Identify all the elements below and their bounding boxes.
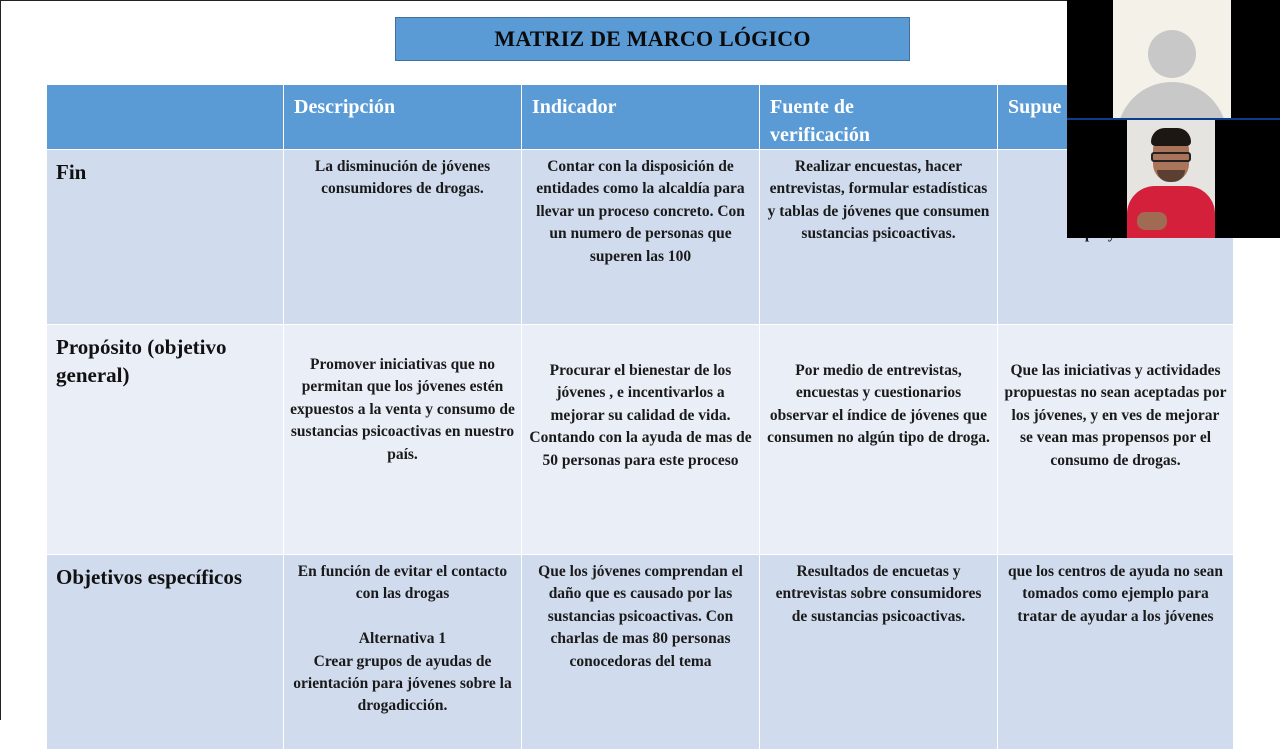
table-header-row <box>47 85 1234 150</box>
row-label-objetivos: Objetivos específicos <box>47 555 284 750</box>
table-cell: Resultados de encuetas y entrevistas sobre consumidores de sustancias psicoactivas. <box>760 555 998 750</box>
header-descripcion: Descripción <box>284 85 522 150</box>
presenter-hair <box>1151 128 1191 146</box>
presenter-hand <box>1137 212 1167 230</box>
table-cell: En función de evitar el contacto con las drogas Alternativa 1 Crear grupos de ayudas de orientación para jóvenes sobre la drogadicción. <box>284 555 522 750</box>
presenter-beard <box>1157 170 1185 182</box>
header-supuestos: Supue <box>998 85 1234 150</box>
table-cell: Promover iniciativas que no permitan que los jóvenes estén expuestos a la venta y consumo de sustancias psicoactivas en nuestro país. <box>284 325 522 555</box>
logical-framework-table <box>46 84 1234 750</box>
avatar-head-icon <box>1148 30 1196 78</box>
table-row <box>47 555 1234 750</box>
table-cell: Por medio de entrevistas, encuestas y cuestionarios observar el índice de jóvenes que consumen no algún tipo de droga. <box>760 325 998 555</box>
participant-tile-avatar[interactable] <box>1113 0 1231 118</box>
table-cell: Realizar encuestas, hacer entrevistas, formular estadísticas y tablas de jóvenes que consumen sustancias psicoactivas. <box>760 150 998 325</box>
header-empty <box>47 85 284 150</box>
table-cell: Contar con la disposición de entidades como la alcaldía para llevar un proceso concreto. Con un numero de personas que superen las 100 <box>522 150 760 325</box>
table-cell: La disminución de jóvenes consumidores de drogas. <box>284 150 522 325</box>
table-row <box>47 325 1234 555</box>
row-label-proposito: Propósito (objetivo general) <box>47 325 284 555</box>
table-cell: Que las iniciativas y actividades propuestas no sean aceptadas por los jóvenes, y en ves de mejorar se vean mas propensos por el consumo de drogas. <box>998 325 1234 555</box>
slide-title: MATRIZ DE MARCO LÓGICO <box>395 17 910 61</box>
row-label-fin: Fin <box>47 150 284 325</box>
header-fuente: Fuente de verificación <box>760 85 998 150</box>
table-cell: que los centros de ayuda no sean tomados como ejemplo para tratar de ayudar a los jóvenes <box>998 555 1234 750</box>
table-cell: Procurar el bienestar de los jóvenes , e incentivarlos a mejorar su calidad de vida. Contando con la ayuda de mas de 50 personas para este proceso <box>522 325 760 555</box>
glasses-icon <box>1151 152 1191 162</box>
table-cell: Que los jóvenes comprendan el daño que es causado por las sustancias psicoactivas. Con charlas de mas 80 personas conocedoras del tema <box>522 555 760 750</box>
avatar-body-icon <box>1117 82 1227 118</box>
video-call-panel[interactable] <box>1067 0 1280 238</box>
table-row <box>47 150 1234 325</box>
participant-tile-presenter[interactable] <box>1127 120 1215 238</box>
header-indicador: Indicador <box>522 85 760 150</box>
